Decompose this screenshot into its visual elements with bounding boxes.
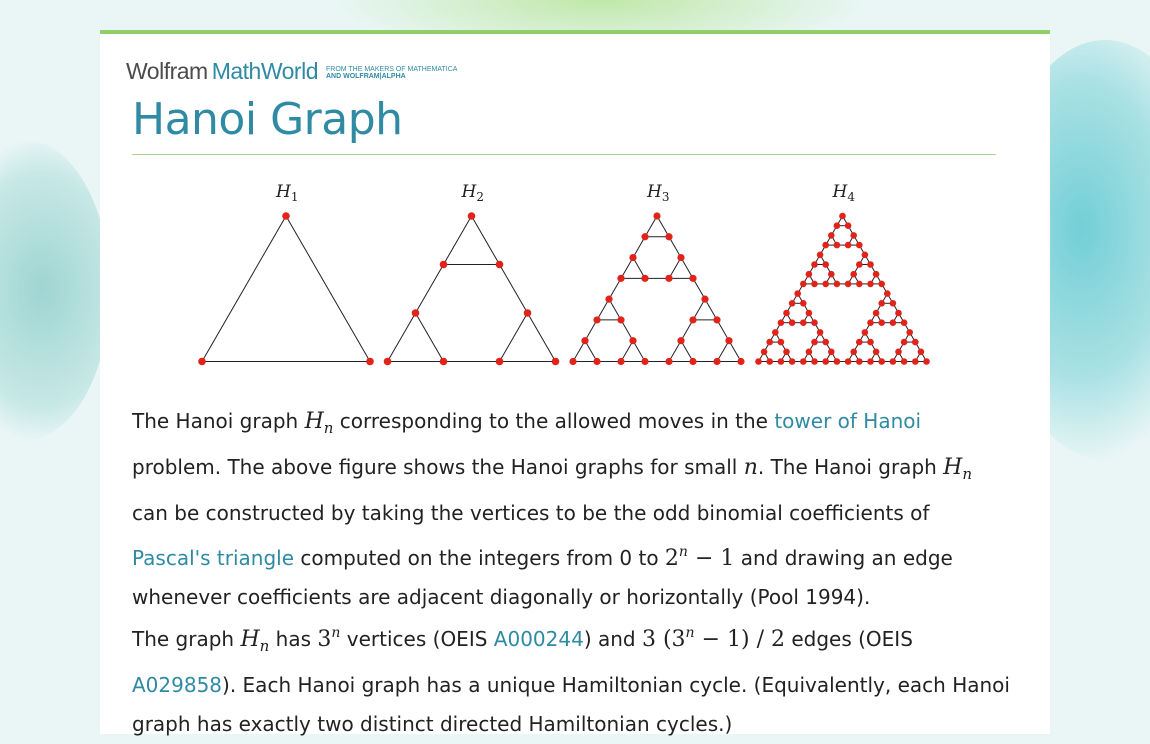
graph-vertex — [850, 271, 857, 278]
graph-vertex — [725, 337, 732, 344]
graph-vertex — [873, 310, 880, 317]
graph-vertex — [817, 251, 824, 258]
graph-vertex — [822, 281, 829, 288]
graph-vertex — [789, 319, 796, 326]
link-a029858[interactable]: A029858 — [132, 673, 223, 697]
graph-label-h4: $H_4$ — [832, 182, 855, 204]
graph-vertex — [384, 358, 392, 366]
graph-vertex — [867, 281, 874, 288]
graph-vertex — [878, 319, 885, 326]
graph-vertex — [605, 296, 612, 303]
graph-vertex — [641, 233, 648, 240]
graph-edge — [472, 216, 500, 264]
graph-vertex — [783, 348, 790, 355]
graph-vertex — [524, 309, 532, 317]
graph-vertex — [845, 222, 852, 229]
graph-vertex — [873, 271, 880, 278]
graph-vertex — [496, 261, 504, 269]
graph-vertex — [834, 222, 841, 229]
brand-tagline — [326, 66, 457, 80]
graph-edge — [528, 313, 556, 361]
graph-vertex — [867, 339, 874, 346]
graph-vertex — [895, 310, 902, 317]
graph-vertex — [800, 319, 807, 326]
graph-vertex — [689, 275, 696, 282]
brand-wolfram: Wolfram — [126, 58, 208, 84]
graph-vertex — [366, 358, 374, 366]
graph-vertex — [811, 261, 818, 268]
graph-vertex — [783, 310, 790, 317]
hanoi-graphs-figure — [188, 178, 948, 378]
graph-vertex — [873, 348, 880, 355]
graph-vertex — [856, 242, 863, 249]
graph-vertex — [789, 300, 796, 307]
math-Hn: $H_n$ — [304, 409, 334, 437]
graph-label-h1: $H_1$ — [276, 182, 299, 204]
graph-edge — [416, 264, 444, 312]
graph-vertex — [617, 316, 624, 323]
link-pascals-triangle[interactable]: Pascal's triangle — [132, 546, 295, 570]
graph-vertex — [593, 316, 600, 323]
paragraph-definition: The Hanoi graph $H_n$ corresponding to the allowed moves in the tower of Hanoi problem. The above figure shows the Hanoi graphs for small n. The Hanoi graph $H_n$ can be constructed by taking the vertices to be the odd binomial coefficients of Pascal's triangle computed on the integers from 0 to $2^n - 1$ and drawing an edge whenever coefficients are adjacent diagonally or horizontally (Pool 1994). — [132, 409, 973, 609]
graph-vertex — [890, 319, 897, 326]
link-tower-of-hanoi[interactable]: tower of Hanoi — [774, 409, 922, 433]
graph-vertex — [800, 358, 807, 365]
graph-vertex — [912, 358, 919, 365]
math-3n: 3$^n$ — [317, 625, 341, 652]
graph-vertex — [845, 281, 852, 288]
graph-vertex — [811, 319, 818, 326]
graph-vertex — [665, 233, 672, 240]
page-title: Hanoi Graph — [132, 94, 403, 145]
math-Hn: $H_n$ — [943, 455, 973, 483]
graph-vertex — [569, 358, 576, 365]
graph-vertex — [617, 358, 624, 365]
graph-vertex — [867, 358, 874, 365]
graph-vertex — [822, 358, 829, 365]
graph-vertex — [878, 281, 885, 288]
hanoi-graph-h3 — [569, 182, 744, 365]
graph-vertex — [806, 310, 813, 317]
graph-edge — [202, 216, 286, 361]
site-logo[interactable] — [126, 58, 457, 85]
graph-vertex — [862, 329, 869, 336]
graph-vertex — [794, 290, 801, 297]
graph-vertex — [552, 358, 560, 366]
link-a000244[interactable]: A000244 — [493, 627, 584, 651]
graph-vertex — [901, 358, 908, 365]
brand-mathworld: MathWorld — [211, 58, 318, 84]
graph-vertex — [850, 232, 857, 239]
graph-vertex — [677, 254, 684, 261]
graph-vertex — [895, 348, 902, 355]
graph-vertex — [845, 242, 852, 249]
graph-edge — [500, 313, 528, 361]
graph-vertex — [867, 319, 874, 326]
tagline-line1: FROM THE MAKERS OF MATHEMATICA — [325, 66, 458, 73]
graph-vertex — [689, 358, 696, 365]
graph-vertex — [713, 316, 720, 323]
graph-vertex — [828, 271, 835, 278]
graph-vertex — [828, 232, 835, 239]
graph-edge — [286, 216, 370, 361]
graph-vertex — [800, 300, 807, 307]
graph-vertex — [845, 358, 852, 365]
graph-vertex — [862, 251, 869, 258]
graph-vertex — [772, 329, 779, 336]
graph-vertex — [629, 337, 636, 344]
graph-vertex — [890, 300, 897, 307]
graph-vertex — [811, 358, 818, 365]
graph-vertex — [912, 339, 919, 346]
graph-edge — [388, 313, 416, 361]
graph-vertex — [856, 261, 863, 268]
graph-vertex — [755, 358, 762, 365]
graph-vertex — [761, 348, 768, 355]
graph-vertex — [839, 213, 846, 220]
graph-vertex — [617, 275, 624, 282]
graph-vertex — [737, 358, 744, 365]
graph-vertex — [901, 319, 908, 326]
graph-vertex — [834, 281, 841, 288]
graph-vertex — [834, 358, 841, 365]
math-edge-count: 3 $(3^n - 1) / 2$ — [641, 625, 785, 652]
graph-vertex — [822, 242, 829, 249]
graph-vertex — [766, 339, 773, 346]
graph-vertex — [856, 281, 863, 288]
graph-vertex — [800, 281, 807, 288]
graph-vertex — [822, 339, 829, 346]
graph-vertex — [890, 358, 897, 365]
graph-vertex — [629, 254, 636, 261]
math-n: n — [743, 455, 758, 480]
graph-vertex — [713, 358, 720, 365]
graph-vertex — [677, 337, 684, 344]
graph-vertex — [468, 212, 476, 220]
graph-vertex — [817, 329, 824, 336]
graph-vertex — [701, 296, 708, 303]
graph-vertex — [867, 261, 874, 268]
graph-vertex — [850, 348, 857, 355]
graph-vertex — [906, 329, 913, 336]
graph-edge — [500, 264, 528, 312]
graph-vertex — [641, 358, 648, 365]
graph-vertex — [778, 319, 785, 326]
graph-vertex — [806, 271, 813, 278]
graph-edge — [444, 216, 472, 264]
graph-label-h3: $H_3$ — [647, 182, 670, 204]
graph-vertex — [778, 358, 785, 365]
graph-vertex — [412, 309, 420, 317]
graph-vertex — [834, 242, 841, 249]
hanoi-graph-h1 — [198, 182, 374, 365]
background-decoration — [0, 140, 110, 440]
paragraph-properties: The graph $H_n$ has 3$^n$ vertices (OEIS A000244) and 3 $(3^n - 1) / 2$ edges (OEIS A029858). Each Hanoi graph has a unique Hamiltonian cycle. (Equivalently, each Hanoi graph has exactly two distinct directed Hamiltonian cycles.) — [132, 625, 1010, 736]
graph-vertex — [766, 358, 773, 365]
graph-vertex — [440, 261, 448, 269]
graph-vertex — [901, 339, 908, 346]
graph-vertex — [811, 281, 818, 288]
graph-vertex — [822, 261, 829, 268]
graph-vertex — [282, 212, 290, 220]
graph-vertex — [828, 348, 835, 355]
graph-vertex — [884, 290, 891, 297]
title-divider — [132, 154, 996, 155]
math-2n-minus-1: $2^n - 1$ — [664, 544, 735, 571]
hanoi-graph-h4 — [755, 182, 930, 365]
graph-vertex — [665, 275, 672, 282]
graph-vertex — [811, 339, 818, 346]
graph-vertex — [878, 300, 885, 307]
graph-vertex — [665, 358, 672, 365]
graph-vertex — [689, 316, 696, 323]
graph-vertex — [593, 358, 600, 365]
graph-vertex — [806, 348, 813, 355]
content-card — [100, 30, 1050, 734]
graph-edge — [416, 313, 444, 361]
graph-vertex — [878, 358, 885, 365]
graph-vertex — [923, 358, 930, 365]
graph-vertex — [653, 212, 660, 219]
graph-vertex — [789, 358, 796, 365]
graph-label-h2: $H_2$ — [461, 182, 484, 204]
math-Hn: $H_n$ — [240, 627, 270, 655]
tagline-line2: AND WOLFRAM|ALPHA — [325, 73, 406, 80]
graph-vertex — [856, 339, 863, 346]
graph-vertex — [496, 358, 504, 366]
graph-vertex — [641, 275, 648, 282]
graph-vertex — [440, 358, 448, 366]
graph-vertex — [856, 358, 863, 365]
graph-vertex — [198, 358, 206, 366]
graph-vertex — [581, 337, 588, 344]
hanoi-graph-h2 — [384, 182, 560, 365]
graph-vertex — [918, 348, 925, 355]
graph-vertex — [778, 339, 785, 346]
